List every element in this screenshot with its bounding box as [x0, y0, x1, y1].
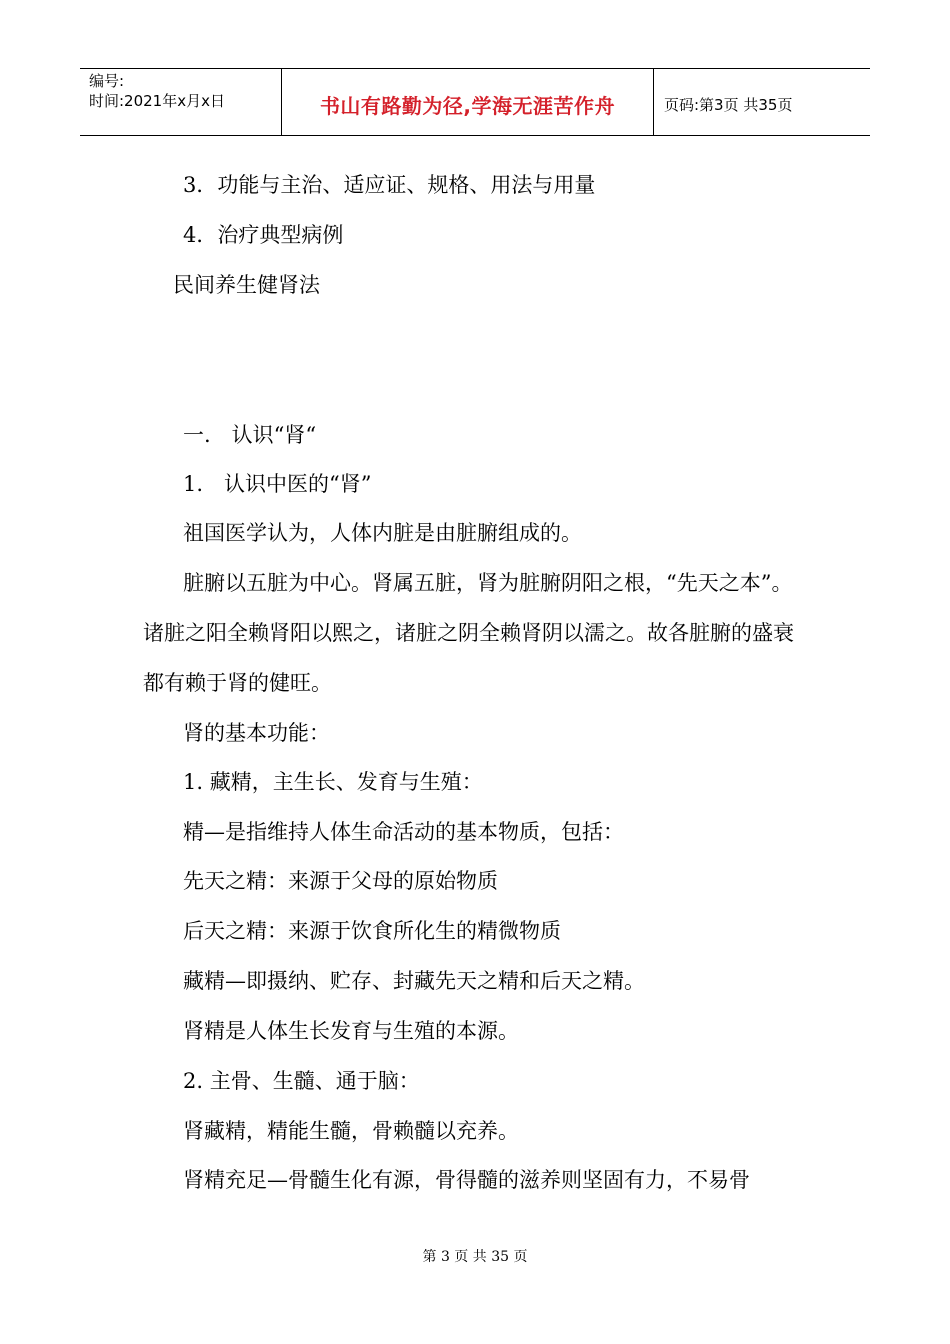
- section-heading: 民间养生健肾法: [173, 273, 320, 297]
- body-line: 3．功能与主治、适应证、规格、用法与用量: [183, 173, 596, 197]
- subsection-heading: 1. 认识中医的“肾”: [183, 472, 372, 496]
- header-page-label: 页码:第3页 共35页: [664, 95, 793, 114]
- body-line: 后天之精：来源于饮食所化生的精微物质: [183, 919, 561, 943]
- body-line: 1. 藏精，主生长、发育与生殖：: [183, 770, 483, 794]
- body-line: 4．治疗典型病例: [183, 223, 344, 247]
- header-motto-cell: [282, 69, 654, 135]
- body-paragraph: 脏腑以五脏为中心。肾属五脏，肾为脏腑阴阳之根，“先天之本”。诸脏之阳全赖肾阳以熙之，诸脏之阴全赖肾阴以濡之。故各脏腑的盛衰都有赖于肾的健旺。: [143, 571, 794, 695]
- body-line: 肾的基本功能：: [183, 721, 330, 745]
- section-heading: 一. 认识“肾“: [183, 423, 317, 447]
- header-table: [80, 68, 870, 136]
- body-line: 先天之精：来源于父母的原始物质: [183, 869, 498, 893]
- header-info-cell: [80, 69, 282, 135]
- body-line: 2. 主骨、生髓、通于脑：: [183, 1069, 420, 1093]
- body-line: 藏精—即摄纳、贮存、封藏先天之精和后天之精。: [183, 969, 645, 993]
- body-line: 肾精充足—骨髓生化有源，骨得髓的滋养则坚固有力，不易骨: [183, 1168, 750, 1192]
- page-footer: 第 3 页 共 35 页: [422, 1249, 528, 1265]
- document-number-label: 编号:: [89, 72, 125, 90]
- body-line: 肾精是人体生长发育与生殖的本源。: [183, 1019, 519, 1043]
- body-line: 祖国医学认为，人体内脏是由脏腑组成的。: [183, 521, 582, 545]
- body-line: 精—是指维持人体生命活动的基本物质，包括：: [183, 820, 624, 844]
- body-line: 肾藏精，精能生髓，骨赖髓以充养。: [183, 1119, 519, 1143]
- motto-text: 书山有路勤为径,学海无涯苦作舟: [319, 93, 616, 118]
- header-page-cell: [654, 69, 870, 135]
- document-date-label: 时间:2021年x月x日: [89, 92, 225, 110]
